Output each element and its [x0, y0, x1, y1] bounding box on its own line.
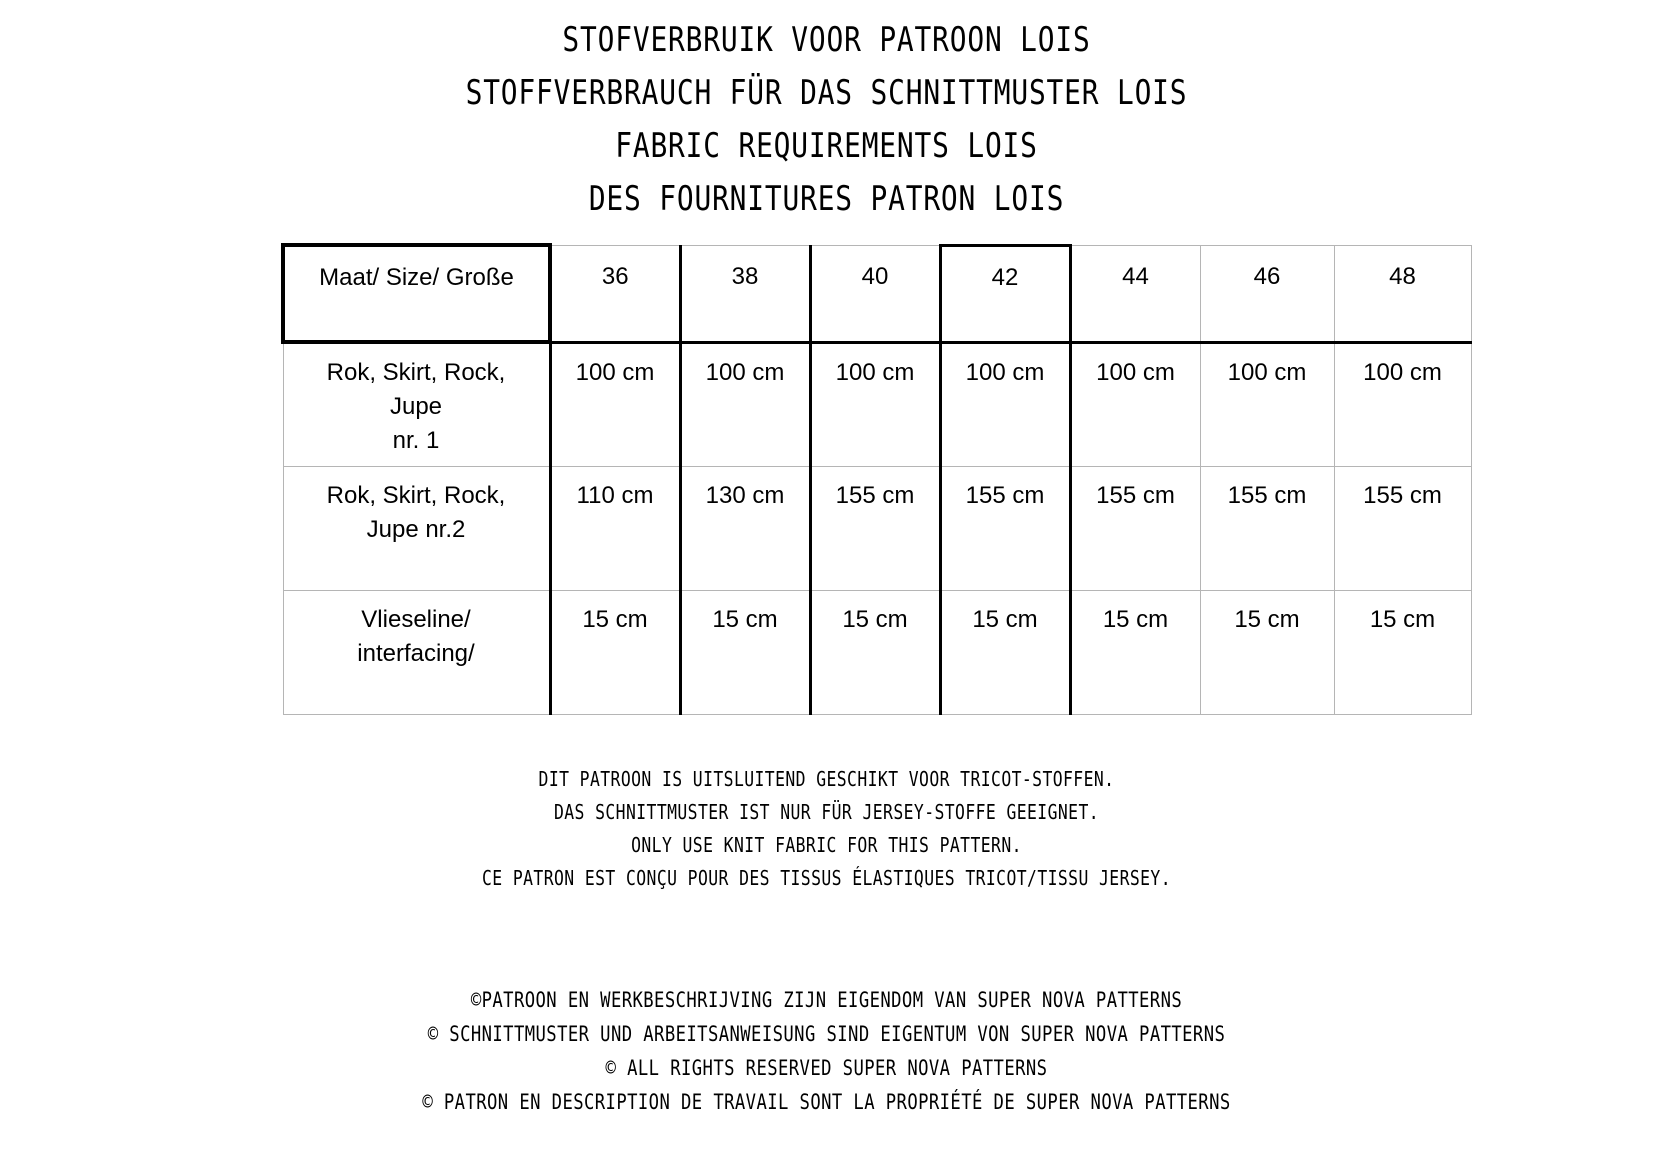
note-dutch: DIT PATROON IS UITSLUITEND GESCHIKT VOOR TRICOT-STOFFEN.: [538, 767, 1115, 791]
note-french: CE PATRON EST CONÇU POUR DES TISSUS ÉLASTIQUES TRICOT/TISSU JERSEY.: [481, 866, 1172, 890]
table-row: [283, 590, 1471, 714]
size-38: 38: [680, 245, 810, 342]
size-44: 44: [1070, 245, 1200, 342]
size-36: 36: [550, 245, 680, 342]
row-label-skirt-1: Rok, Skirt, Rock, Jupe nr. 1: [283, 342, 550, 466]
cell-skirt2-36: 110 cm: [550, 466, 680, 590]
cell-interfacing-46: 15 cm: [1200, 590, 1334, 714]
cell-skirt2-40: 155 cm: [810, 466, 940, 590]
copyright-dutch: ©PATROON EN WERKBESCHRIJVING ZIJN EIGENDOM VAN SUPER NOVA PATTERNS: [470, 988, 1183, 1012]
cell-skirt1-36: 100 cm: [550, 342, 680, 466]
size-46: 46: [1200, 245, 1334, 342]
title-english: FABRIC REQUIREMENTS LOIS: [615, 126, 1038, 166]
size-42: 42: [940, 245, 1070, 342]
copyright-block: [149, 983, 1504, 1119]
cell-skirt2-48: 155 cm: [1334, 466, 1471, 590]
cell-skirt2-46: 155 cm: [1200, 466, 1334, 590]
cell-skirt1-40: 100 cm: [810, 342, 940, 466]
cell-skirt1-38: 100 cm: [680, 342, 810, 466]
cell-interfacing-40: 15 cm: [810, 590, 940, 714]
row-label-interfacing: Vlieseline/ interfacing/: [283, 590, 550, 714]
size-header-label: Maat/ Size/ Große: [283, 245, 550, 342]
cell-skirt1-46: 100 cm: [1200, 342, 1334, 466]
note-english: ONLY USE KNIT FABRIC FOR THIS PATTERN.: [631, 833, 1022, 857]
title-dutch: STOFVERBRUIK VOOR PATROON LOIS: [562, 20, 1091, 60]
fabric-requirements-table: [281, 243, 1472, 715]
note-german: DAS SCHNITTMUSTER IST NUR FÜR JERSEY-STOFFE GEEIGNET.: [553, 800, 1100, 824]
cell-skirt1-48: 100 cm: [1334, 342, 1471, 466]
table-row: [283, 342, 1471, 466]
cell-skirt2-38: 130 cm: [680, 466, 810, 590]
copyright-french: © PATRON EN DESCRIPTION DE TRAVAIL SONT LA PROPRIÉTÉ DE SUPER NOVA PATTERNS: [422, 1090, 1231, 1114]
cell-skirt2-44: 155 cm: [1070, 466, 1200, 590]
copyright-english: © ALL RIGHTS RESERVED SUPER NOVA PATTERNS: [605, 1056, 1048, 1080]
fabric-notes: [149, 763, 1504, 895]
copyright-german: © SCHNITTMUSTER UND ARBEITSANWEISUNG SIND EIGENTUM VON SUPER NOVA PATTERNS: [427, 1022, 1226, 1046]
size-header-row: [283, 245, 1471, 342]
cell-interfacing-48: 15 cm: [1334, 590, 1471, 714]
title-french: DES FOURNITURES PATRON LOIS: [588, 179, 1065, 219]
cell-interfacing-44: 15 cm: [1070, 590, 1200, 714]
row-label-skirt-2: Rok, Skirt, Rock, Jupe nr.2: [283, 466, 550, 590]
cell-skirt1-44: 100 cm: [1070, 342, 1200, 466]
table-row: [283, 466, 1471, 590]
cell-skirt1-42: 100 cm: [940, 342, 1070, 466]
size-48: 48: [1334, 245, 1471, 342]
size-40: 40: [810, 245, 940, 342]
cell-interfacing-36: 15 cm: [550, 590, 680, 714]
title-block: [149, 14, 1504, 226]
cell-interfacing-38: 15 cm: [680, 590, 810, 714]
cell-skirt2-42: 155 cm: [940, 466, 1070, 590]
title-german: STOFFVERBRAUCH FÜR DAS SCHNITTMUSTER LOIS: [465, 73, 1188, 113]
cell-interfacing-42: 15 cm: [940, 590, 1070, 714]
